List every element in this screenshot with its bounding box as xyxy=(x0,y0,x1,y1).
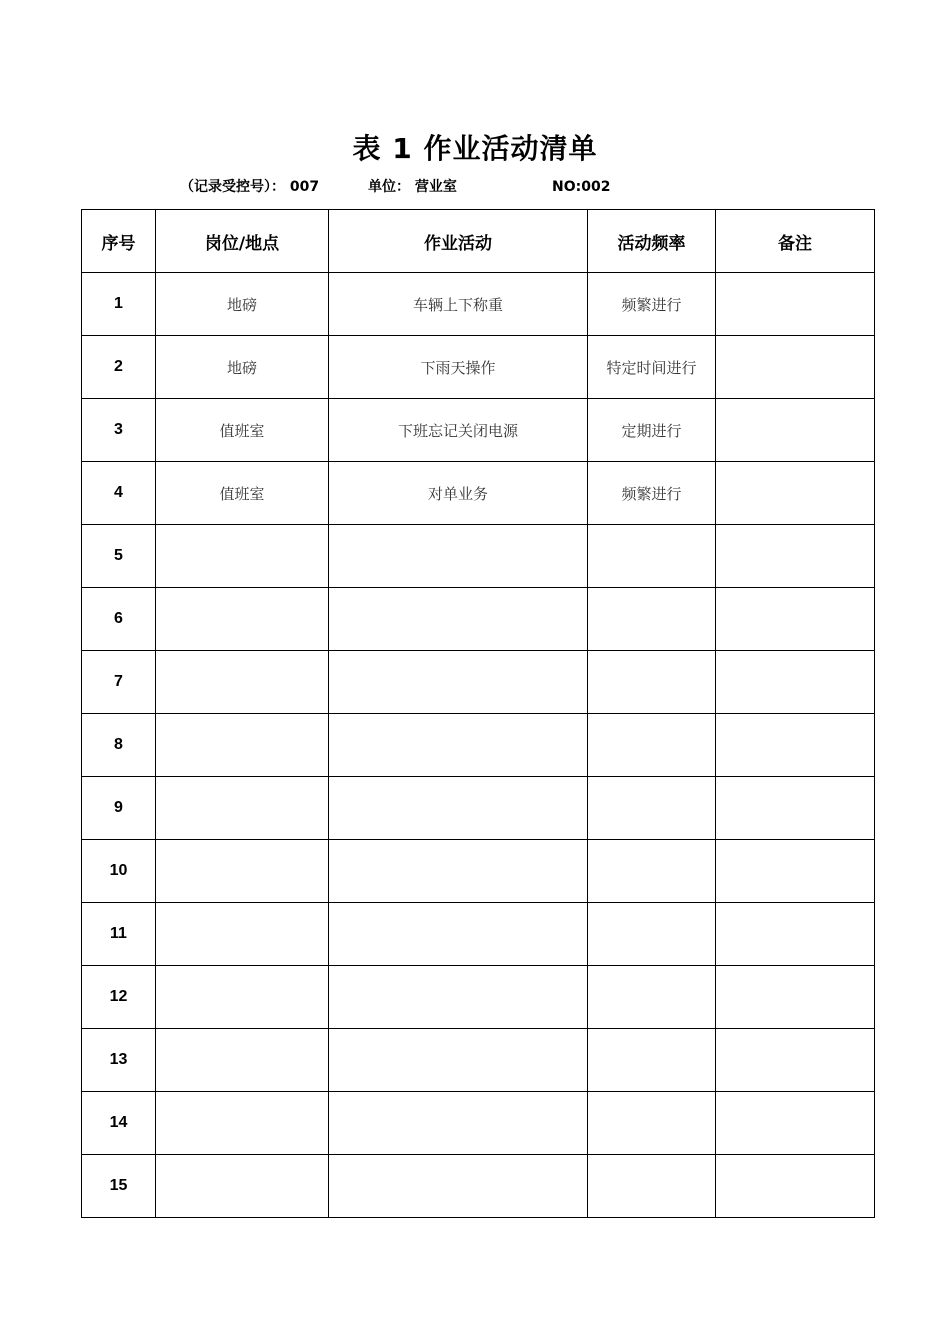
cell-frequency: 特定时间进行 xyxy=(588,336,716,399)
cell-note xyxy=(716,1155,875,1218)
cell-activity: 车辆上下称重 xyxy=(329,273,588,336)
cell-activity: 下雨天操作 xyxy=(329,336,588,399)
cell-activity xyxy=(329,840,588,903)
cell-seq: 1 xyxy=(82,273,156,336)
cell-frequency xyxy=(588,840,716,903)
cell-note xyxy=(716,777,875,840)
cell-note xyxy=(716,588,875,651)
cell-note xyxy=(716,840,875,903)
cell-seq: 15 xyxy=(82,1155,156,1218)
cell-note xyxy=(716,714,875,777)
cell-frequency xyxy=(588,651,716,714)
cell-seq: 14 xyxy=(82,1092,156,1155)
cell-frequency xyxy=(588,1029,716,1092)
cell-note xyxy=(716,525,875,588)
header-frequency: 活动频率 xyxy=(588,210,716,273)
cell-location xyxy=(156,714,329,777)
cell-location: 值班室 xyxy=(156,462,329,525)
cell-location xyxy=(156,588,329,651)
cell-activity xyxy=(329,651,588,714)
cell-location xyxy=(156,1029,329,1092)
table-row xyxy=(82,714,875,777)
header-note: 备注 xyxy=(716,210,875,273)
cell-frequency xyxy=(588,1155,716,1218)
cell-note xyxy=(716,1029,875,1092)
cell-location: 地磅 xyxy=(156,336,329,399)
cell-activity xyxy=(329,1155,588,1218)
table-row xyxy=(82,1092,875,1155)
unit-label: 单位： 营业室 xyxy=(368,179,457,195)
cell-activity xyxy=(329,966,588,1029)
cell-seq: 11 xyxy=(82,903,156,966)
table-row xyxy=(82,525,875,588)
header-activity: 作业活动 xyxy=(329,210,588,273)
cell-frequency xyxy=(588,588,716,651)
table-row xyxy=(82,966,875,1029)
table-row xyxy=(82,1155,875,1218)
cell-frequency: 频繁进行 xyxy=(588,273,716,336)
table-row xyxy=(82,399,875,462)
cell-seq: 10 xyxy=(82,840,156,903)
cell-location xyxy=(156,651,329,714)
cell-activity xyxy=(329,588,588,651)
cell-location xyxy=(156,903,329,966)
cell-seq: 9 xyxy=(82,777,156,840)
cell-activity xyxy=(329,777,588,840)
cell-frequency: 频繁进行 xyxy=(588,462,716,525)
table-row xyxy=(82,840,875,903)
cell-frequency xyxy=(588,525,716,588)
cell-location: 值班室 xyxy=(156,399,329,462)
cell-frequency xyxy=(588,966,716,1029)
cell-note xyxy=(716,273,875,336)
cell-seq: 8 xyxy=(82,714,156,777)
document-title: 表 1 作业活动清单 xyxy=(352,132,598,165)
record-control-number: （记录受控号）： 007 xyxy=(180,179,320,195)
table-row xyxy=(82,588,875,651)
cell-seq: 2 xyxy=(82,336,156,399)
cell-seq: 3 xyxy=(82,399,156,462)
cell-activity: 下班忘记关闭电源 xyxy=(329,399,588,462)
table-row xyxy=(82,1029,875,1092)
cell-note xyxy=(716,399,875,462)
cell-frequency xyxy=(588,903,716,966)
table-row xyxy=(82,651,875,714)
cell-activity xyxy=(329,1092,588,1155)
cell-frequency xyxy=(588,1092,716,1155)
table-row xyxy=(82,777,875,840)
document-number: NO:002 xyxy=(552,179,611,195)
header-seq: 序号 xyxy=(82,210,156,273)
activity-list-table xyxy=(81,209,875,1218)
cell-seq: 4 xyxy=(82,462,156,525)
cell-seq: 5 xyxy=(82,525,156,588)
cell-activity xyxy=(329,903,588,966)
table-row xyxy=(82,903,875,966)
cell-activity xyxy=(329,714,588,777)
table-header-row xyxy=(82,210,875,273)
cell-location xyxy=(156,777,329,840)
cell-note xyxy=(716,1092,875,1155)
cell-frequency: 定期进行 xyxy=(588,399,716,462)
cell-frequency xyxy=(588,777,716,840)
cell-location xyxy=(156,1155,329,1218)
cell-note xyxy=(716,651,875,714)
cell-seq: 6 xyxy=(82,588,156,651)
cell-location xyxy=(156,525,329,588)
table-row xyxy=(82,336,875,399)
table-row xyxy=(82,462,875,525)
cell-seq: 7 xyxy=(82,651,156,714)
cell-activity xyxy=(329,525,588,588)
table-row xyxy=(82,273,875,336)
cell-location xyxy=(156,840,329,903)
cell-note xyxy=(716,966,875,1029)
cell-location xyxy=(156,966,329,1029)
cell-location xyxy=(156,1092,329,1155)
cell-note xyxy=(716,903,875,966)
cell-seq: 13 xyxy=(82,1029,156,1092)
cell-activity xyxy=(329,1029,588,1092)
cell-seq: 12 xyxy=(82,966,156,1029)
cell-location: 地磅 xyxy=(156,273,329,336)
cell-frequency xyxy=(588,714,716,777)
cell-activity: 对单业务 xyxy=(329,462,588,525)
cell-note xyxy=(716,462,875,525)
header-location: 岗位/地点 xyxy=(156,210,329,273)
cell-note xyxy=(716,336,875,399)
table-body xyxy=(82,273,875,1218)
